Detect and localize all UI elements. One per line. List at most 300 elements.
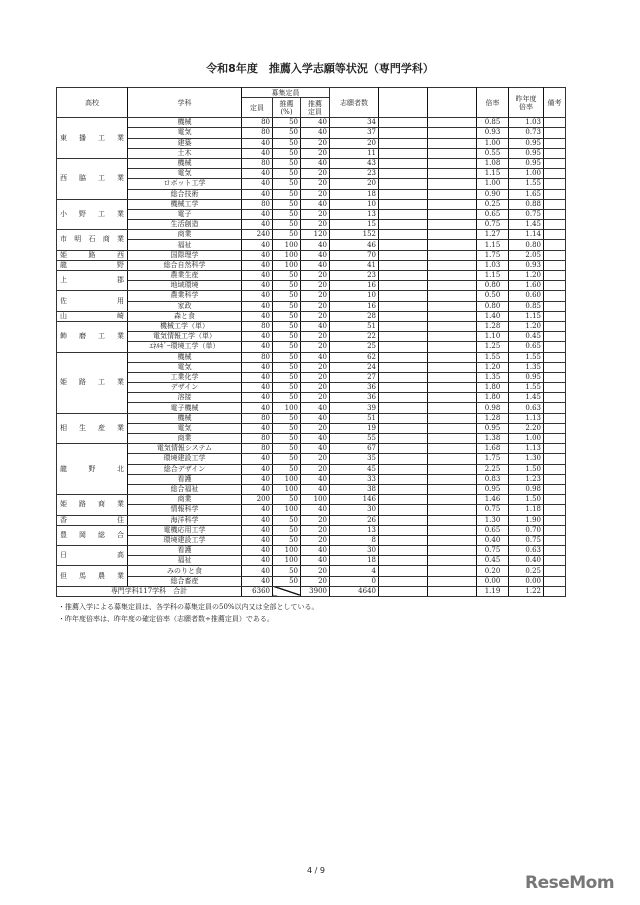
ratio: 1.00 (477, 138, 509, 148)
table-row (57, 566, 566, 576)
rec-capacity: 20 (301, 576, 330, 586)
blank-cell (379, 464, 428, 474)
prev-ratio: 0.45 (509, 332, 544, 342)
blank-cell (379, 434, 428, 444)
capacity: 40 (242, 546, 273, 556)
blank-cell (379, 454, 428, 464)
total-capacity: 6360 (242, 586, 273, 596)
table-row (57, 372, 566, 382)
rec-capacity: 40 (301, 128, 330, 138)
blank-cell (379, 342, 428, 352)
capacity: 40 (242, 179, 273, 189)
header-school: 高校 (57, 88, 128, 118)
table-row (57, 393, 566, 403)
rec-pct: 50 (273, 301, 301, 311)
rec-pct: 50 (273, 454, 301, 464)
notes-cell (544, 311, 566, 321)
ratio: 1.28 (477, 413, 509, 423)
table-row (57, 230, 566, 240)
capacity: 40 (242, 423, 273, 433)
blank-cell (379, 383, 428, 393)
dept-name: 福祉 (128, 240, 242, 250)
header-prev-ratio: 昨年度 倍率 (509, 88, 544, 118)
notes-cell (544, 393, 566, 403)
prev-ratio: 1.55 (509, 383, 544, 393)
rec-pct: 50 (273, 230, 301, 240)
notes-cell (544, 434, 566, 444)
applicants: 34 (330, 118, 379, 128)
dept-name: 機械 (128, 118, 242, 128)
capacity: 40 (242, 454, 273, 464)
blank-cell (428, 342, 477, 352)
table-row (57, 118, 566, 128)
school-name: 相 生 産 業 (57, 413, 128, 444)
blank-cell (428, 515, 477, 525)
dept-name: 機械 (128, 352, 242, 362)
capacity: 80 (242, 444, 273, 454)
rec-pct: 50 (273, 199, 301, 209)
applicants: 0 (330, 576, 379, 586)
rec-capacity: 20 (301, 311, 330, 321)
ratio: 1.80 (477, 393, 509, 403)
blank-cell (379, 220, 428, 230)
dept-name: 商業 (128, 230, 242, 240)
dept-name: 建築 (128, 138, 242, 148)
applicants: 41 (330, 260, 379, 270)
table-row (57, 260, 566, 270)
dept-name: 環境建設工学 (128, 535, 242, 545)
dept-name: ｴﾈﾙｷﾞｰ環境工学（単） (128, 342, 242, 352)
applicants: 23 (330, 271, 379, 281)
table-row (57, 535, 566, 545)
applicants: 16 (330, 281, 379, 291)
ratio: 0.20 (477, 566, 509, 576)
ratio: 1.68 (477, 444, 509, 454)
capacity: 40 (242, 464, 273, 474)
notes-cell (544, 342, 566, 352)
blank-cell (428, 474, 477, 484)
dept-name: 電機応用工学 (128, 525, 242, 535)
prev-ratio: 1.35 (509, 362, 544, 372)
blank-cell (428, 250, 477, 260)
rec-pct: 50 (273, 413, 301, 423)
rec-pct: 50 (273, 342, 301, 352)
blank-cell (428, 240, 477, 250)
rec-pct: 50 (273, 209, 301, 219)
blank-cell (428, 546, 477, 556)
blank-cell (379, 423, 428, 433)
notes-cell (544, 413, 566, 423)
applicants: 22 (330, 332, 379, 342)
prev-ratio: 0.65 (509, 342, 544, 352)
dept-name: 電気 (128, 169, 242, 179)
notes-cell (544, 454, 566, 464)
capacity: 40 (242, 169, 273, 179)
rec-capacity: 40 (301, 474, 330, 484)
ratio: 1.15 (477, 240, 509, 250)
notes-cell (544, 199, 566, 209)
blank-cell (428, 169, 477, 179)
blank-cell (379, 505, 428, 515)
rec-capacity: 40 (301, 352, 330, 362)
prev-ratio: 0.25 (509, 566, 544, 576)
notes-cell (544, 260, 566, 270)
rec-pct: 50 (273, 576, 301, 586)
blank-cell (379, 566, 428, 576)
applicants: 35 (330, 454, 379, 464)
applicants: 13 (330, 209, 379, 219)
applicants: 146 (330, 495, 379, 505)
blank-cell (379, 403, 428, 413)
rec-capacity: 40 (301, 240, 330, 250)
rec-pct: 100 (273, 484, 301, 494)
rec-capacity: 40 (301, 250, 330, 260)
prev-ratio: 0.93 (509, 260, 544, 270)
blank-cell (428, 454, 477, 464)
table-row (57, 495, 566, 505)
applicants: 30 (330, 546, 379, 556)
capacity: 200 (242, 495, 273, 505)
ratio: 1.75 (477, 250, 509, 260)
rec-pct: 50 (273, 434, 301, 444)
blank-cell (379, 148, 428, 158)
prev-ratio: 2.05 (509, 250, 544, 260)
blank-cell (379, 321, 428, 331)
blank-cell (428, 383, 477, 393)
blank-cell (379, 586, 428, 596)
blank-cell (379, 474, 428, 484)
table-row (57, 444, 566, 454)
school-name: 龍野 (57, 260, 128, 270)
rec-capacity: 40 (301, 158, 330, 168)
prev-ratio: 0.75 (509, 535, 544, 545)
ratio: 0.83 (477, 474, 509, 484)
prev-ratio: 1.55 (509, 352, 544, 362)
notes-cell (544, 332, 566, 342)
blank-cell (379, 158, 428, 168)
prev-ratio: 1.65 (509, 189, 544, 199)
prev-ratio: 0.60 (509, 291, 544, 301)
blank-cell (379, 576, 428, 586)
notes-cell (544, 321, 566, 331)
blank-cell (379, 169, 428, 179)
notes-cell (544, 546, 566, 556)
rec-pct: 50 (273, 189, 301, 199)
capacity: 40 (242, 209, 273, 219)
dept-name: 看護 (128, 474, 242, 484)
header-blank-2 (428, 88, 477, 118)
capacity: 40 (242, 372, 273, 382)
dept-name: 情報科学 (128, 505, 242, 515)
table-row (57, 311, 566, 321)
table-row (57, 148, 566, 158)
table-row (57, 525, 566, 535)
dept-name: 総合福祉 (128, 484, 242, 494)
footnote: ・推薦入学による募集定員は、各学科の募集定員の50%以内又は全部としている。 (58, 603, 319, 611)
rec-capacity: 40 (301, 546, 330, 556)
blank-cell (379, 179, 428, 189)
table-row (57, 434, 566, 444)
notes-cell (544, 505, 566, 515)
rec-capacity: 40 (301, 413, 330, 423)
rec-capacity: 20 (301, 372, 330, 382)
dept-name: 電気 (128, 423, 242, 433)
capacity: 40 (242, 505, 273, 515)
capacity: 80 (242, 128, 273, 138)
school-name: 豊 岡 総 合 (57, 525, 128, 545)
dept-name: 電気情報工学（単） (128, 332, 242, 342)
school-name: 小 野 工 業 (57, 199, 128, 230)
blank-cell (428, 362, 477, 372)
applicants: 26 (330, 515, 379, 525)
rec-pct: 50 (273, 535, 301, 545)
notes-cell (544, 209, 566, 219)
rec-capacity: 20 (301, 423, 330, 433)
blank-cell (428, 535, 477, 545)
blank-cell (379, 138, 428, 148)
blank-cell (379, 209, 428, 219)
ratio: 1.35 (477, 372, 509, 382)
blank-cell (379, 332, 428, 342)
blank-cell (428, 464, 477, 474)
capacity: 240 (242, 230, 273, 240)
ratio: 0.95 (477, 423, 509, 433)
ratio: 0.65 (477, 209, 509, 219)
ratio: 1.55 (477, 352, 509, 362)
header-ratio: 倍率 (477, 88, 509, 118)
rec-pct: 100 (273, 260, 301, 270)
rec-pct: 50 (273, 352, 301, 362)
table-row (57, 464, 566, 474)
blank-cell (428, 189, 477, 199)
capacity: 40 (242, 515, 273, 525)
rec-capacity: 20 (301, 138, 330, 148)
prev-ratio: 1.15 (509, 311, 544, 321)
capacity: 40 (242, 301, 273, 311)
table-row (57, 403, 566, 413)
applicants: 15 (330, 220, 379, 230)
table-row (57, 342, 566, 352)
blank-cell (428, 525, 477, 535)
rec-capacity: 20 (301, 464, 330, 474)
capacity: 40 (242, 260, 273, 270)
applicants: 28 (330, 311, 379, 321)
capacity: 80 (242, 199, 273, 209)
school-name: 飾 磨 工 業 (57, 321, 128, 352)
diagonal-slash (273, 586, 301, 596)
capacity: 40 (242, 148, 273, 158)
school-name: 姫 路 商 業 (57, 495, 128, 515)
table-row (57, 332, 566, 342)
table-row (57, 158, 566, 168)
header-capacity: 定員 (242, 98, 273, 118)
total-rec-capacity: 3900 (301, 586, 330, 596)
applicants: 37 (330, 128, 379, 138)
rec-pct: 50 (273, 423, 301, 433)
table-row (57, 169, 566, 179)
applicants: 8 (330, 535, 379, 545)
notes-cell (544, 220, 566, 230)
dept-name: 電子 (128, 209, 242, 219)
rec-capacity: 20 (301, 291, 330, 301)
rec-capacity: 40 (301, 505, 330, 515)
header-recruit: 募集定員 (242, 88, 330, 98)
dept-name: 総合技術 (128, 189, 242, 199)
table-row (57, 199, 566, 209)
dept-name: 土木 (128, 148, 242, 158)
resemom-logo: ReseMom (525, 873, 615, 893)
notes-cell (544, 230, 566, 240)
blank-cell (379, 352, 428, 362)
rec-pct: 50 (273, 179, 301, 189)
notes-cell (544, 250, 566, 260)
prev-ratio: 1.00 (509, 169, 544, 179)
applicants: 43 (330, 158, 379, 168)
ratio: 1.30 (477, 515, 509, 525)
rec-capacity: 20 (301, 189, 330, 199)
notes-cell (544, 576, 566, 586)
dept-name: デザイン (128, 383, 242, 393)
blank-cell (428, 372, 477, 382)
rec-pct: 50 (273, 118, 301, 128)
ratio: 0.98 (477, 403, 509, 413)
notes-cell (544, 291, 566, 301)
applicants: 30 (330, 505, 379, 515)
dept-name: 看護 (128, 546, 242, 556)
table-row (57, 576, 566, 586)
notes-cell (544, 169, 566, 179)
rec-capacity: 20 (301, 271, 330, 281)
table-row (57, 301, 566, 311)
applicants: 46 (330, 240, 379, 250)
rec-pct: 50 (273, 220, 301, 230)
table-row (57, 454, 566, 464)
notes-cell (544, 179, 566, 189)
school-name: 姫路西 (57, 250, 128, 260)
rec-capacity: 40 (301, 118, 330, 128)
ratio: 1.38 (477, 434, 509, 444)
table-row (57, 250, 566, 260)
blank-cell (428, 281, 477, 291)
rec-capacity: 20 (301, 220, 330, 230)
dept-name: 生活創造 (128, 220, 242, 230)
prev-ratio: 0.95 (509, 158, 544, 168)
dept-name: 機械 (128, 158, 242, 168)
notes-cell (544, 525, 566, 535)
notes-cell (544, 403, 566, 413)
table-row (57, 209, 566, 219)
notes-cell (544, 586, 566, 596)
applicants: 25 (330, 342, 379, 352)
blank-cell (379, 362, 428, 372)
rec-capacity: 100 (301, 495, 330, 505)
applicants: 20 (330, 138, 379, 148)
rec-pct: 50 (273, 311, 301, 321)
blank-cell (428, 118, 477, 128)
ratio: 1.75 (477, 454, 509, 464)
applicants: 16 (330, 301, 379, 311)
notes-cell (544, 556, 566, 566)
dept-name: 総合デザイン (128, 464, 242, 474)
prev-ratio: 1.55 (509, 179, 544, 189)
blank-cell (428, 434, 477, 444)
rec-capacity: 40 (301, 321, 330, 331)
rec-pct: 50 (273, 383, 301, 393)
ratio: 0.75 (477, 505, 509, 515)
prev-ratio: 1.50 (509, 495, 544, 505)
rec-capacity: 20 (301, 362, 330, 372)
table-row (57, 352, 566, 362)
applicants: 51 (330, 321, 379, 331)
notes-cell (544, 474, 566, 484)
applicants: 10 (330, 291, 379, 301)
prev-ratio: 1.03 (509, 118, 544, 128)
capacity: 40 (242, 403, 273, 413)
capacity: 40 (242, 291, 273, 301)
prev-ratio: 1.20 (509, 321, 544, 331)
blank-cell (379, 484, 428, 494)
school-name: 日高 (57, 546, 128, 566)
total-ratio: 1.19 (477, 586, 509, 596)
rec-capacity: 20 (301, 383, 330, 393)
capacity: 40 (242, 535, 273, 545)
rec-capacity: 20 (301, 169, 330, 179)
blank-cell (428, 158, 477, 168)
page-title: 令和8年度 推薦入学志願等状況（専門学科） (206, 62, 434, 75)
prev-ratio: 0.80 (509, 240, 544, 250)
rec-pct: 50 (273, 148, 301, 158)
applicants: 19 (330, 423, 379, 433)
applicants: 13 (330, 525, 379, 535)
ratio: 1.10 (477, 332, 509, 342)
applicants: 27 (330, 372, 379, 382)
dept-name: 国際理学 (128, 250, 242, 260)
rec-capacity: 20 (301, 342, 330, 352)
total-prev-ratio: 1.22 (509, 586, 544, 596)
ratio: 1.46 (477, 495, 509, 505)
blank-cell (428, 393, 477, 403)
ratio: 0.40 (477, 535, 509, 545)
rec-capacity: 20 (301, 566, 330, 576)
blank-cell (428, 138, 477, 148)
dept-name: 森と食 (128, 311, 242, 321)
ratio: 1.00 (477, 179, 509, 189)
blank-cell (379, 525, 428, 535)
ratio: 0.45 (477, 556, 509, 566)
dept-name: 商業 (128, 434, 242, 444)
applicants: 33 (330, 474, 379, 484)
rec-capacity: 20 (301, 209, 330, 219)
blank-cell (428, 413, 477, 423)
dept-name: 電気 (128, 128, 242, 138)
notes-cell (544, 423, 566, 433)
notes-cell (544, 148, 566, 158)
blank-cell (428, 332, 477, 342)
rec-pct: 50 (273, 495, 301, 505)
total-applicants: 4640 (330, 586, 379, 596)
prev-ratio: 0.85 (509, 301, 544, 311)
blank-cell (379, 515, 428, 525)
blank-cell (379, 393, 428, 403)
ratio: 0.50 (477, 291, 509, 301)
table-row (57, 138, 566, 148)
notes-cell (544, 128, 566, 138)
total-row (57, 586, 566, 596)
notes-cell (544, 484, 566, 494)
dept-name: 工業化学 (128, 372, 242, 382)
capacity: 80 (242, 413, 273, 423)
applicants: 11 (330, 148, 379, 158)
